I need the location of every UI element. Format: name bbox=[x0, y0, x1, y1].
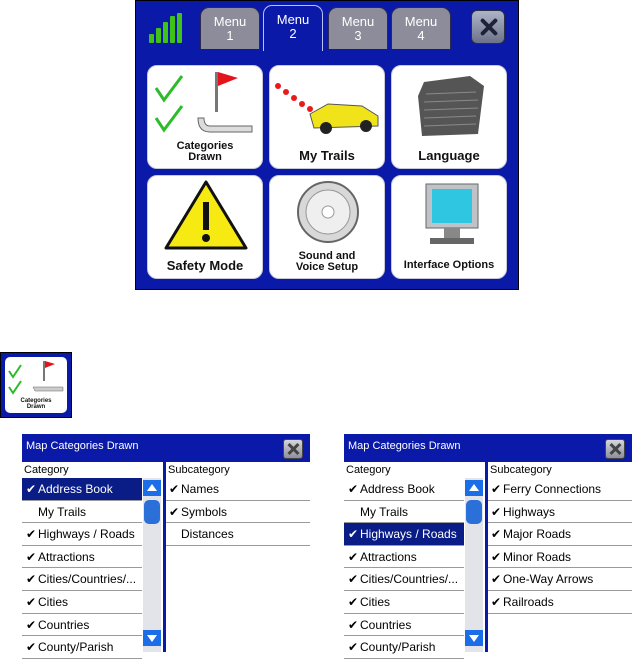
list-item[interactable]: My Trails bbox=[344, 501, 464, 524]
scroll-up-button[interactable] bbox=[465, 480, 483, 496]
dialog-close-button[interactable] bbox=[605, 439, 625, 459]
list-item[interactable]: ✔ Cities/Countries/... bbox=[344, 568, 464, 591]
tab-menu-1[interactable]: Menu 1 bbox=[200, 7, 260, 49]
list-item[interactable]: ✔ Major Roads bbox=[488, 523, 632, 546]
list-item[interactable]: ✔ Attractions bbox=[344, 546, 464, 569]
dialog-close-button[interactable] bbox=[283, 439, 303, 459]
map-categories-dialog-1 bbox=[22, 434, 310, 655]
main-menu-screen bbox=[135, 0, 519, 290]
subcategory-list bbox=[166, 462, 310, 652]
car-trail-icon bbox=[270, 66, 385, 146]
safety-mode-button[interactable] bbox=[147, 175, 263, 279]
dialog-title: Map Categories Drawn bbox=[348, 440, 461, 452]
language-button[interactable] bbox=[391, 65, 507, 169]
list-item[interactable]: ✔ Symbols bbox=[166, 501, 310, 524]
tab-menu-2[interactable]: Menu 2 bbox=[263, 5, 323, 51]
category-header: Category bbox=[346, 464, 391, 476]
interface-options-button[interactable] bbox=[391, 175, 507, 279]
list-item[interactable]: ✔ Attractions bbox=[22, 546, 142, 569]
list-item[interactable]: ✔ Minor Roads bbox=[488, 546, 632, 569]
list-item[interactable]: ✔ Cities bbox=[22, 591, 142, 614]
sound-voice-setup-button[interactable] bbox=[269, 175, 385, 279]
category-list bbox=[22, 462, 163, 655]
small-icon-label: Categories Drawn bbox=[20, 398, 52, 410]
close-button[interactable] bbox=[471, 10, 505, 44]
list-item[interactable]: ✔ Railroads bbox=[488, 591, 632, 614]
map-categories-dialog-2 bbox=[344, 434, 632, 655]
speaker-icon bbox=[270, 176, 385, 256]
subcategory-list bbox=[488, 462, 632, 652]
list-item[interactable]: ✔ Address Book bbox=[344, 478, 464, 501]
subcategory-header: Subcategory bbox=[490, 464, 552, 476]
tab-menu-4[interactable]: Menu 4 bbox=[391, 7, 451, 49]
list-item[interactable]: ✔ Names bbox=[166, 478, 310, 501]
tab-menu-3[interactable]: Menu 3 bbox=[328, 7, 388, 49]
tile-label: Language bbox=[418, 148, 480, 163]
list-item[interactable]: ✔ Cities/Countries/... bbox=[22, 568, 142, 591]
warning-sign-icon bbox=[148, 176, 263, 256]
tile-label: Interface Options bbox=[403, 259, 495, 271]
list-item[interactable]: ✔ Ferry Connections bbox=[488, 478, 632, 501]
list-item[interactable]: Distances bbox=[166, 523, 310, 546]
tile-label: Safety Mode bbox=[166, 258, 244, 273]
tile-label: Sound and Voice Setup bbox=[295, 250, 359, 273]
list-item[interactable]: ✔ Cities bbox=[344, 591, 464, 614]
list-item[interactable]: ✔ Highways / Roads bbox=[22, 523, 142, 546]
rosetta-stone-icon bbox=[392, 66, 507, 146]
monitor-icon bbox=[392, 176, 507, 256]
list-item[interactable]: ✔ Countries bbox=[22, 614, 142, 637]
list-item[interactable]: ✔ Address Book bbox=[22, 478, 142, 501]
scrollbar[interactable] bbox=[465, 478, 483, 652]
scroll-down-button[interactable] bbox=[143, 630, 161, 646]
category-list bbox=[344, 462, 485, 655]
signal-strength-icon bbox=[149, 13, 185, 43]
categories-check-flag-icon bbox=[148, 66, 263, 146]
list-item[interactable]: ✔ Countries bbox=[344, 614, 464, 637]
list-item[interactable]: ✔ County/Parish bbox=[22, 636, 142, 659]
categories-check-flag-icon bbox=[5, 357, 69, 397]
scroll-down-button[interactable] bbox=[465, 630, 483, 646]
category-header: Category bbox=[24, 464, 69, 476]
list-item[interactable]: My Trails bbox=[22, 501, 142, 524]
tile-label: My Trails bbox=[299, 148, 355, 163]
categories-drawn-small-button[interactable] bbox=[0, 352, 72, 418]
categories-drawn-button[interactable] bbox=[147, 65, 263, 169]
dialog-title: Map Categories Drawn bbox=[26, 440, 139, 452]
scroll-thumb[interactable] bbox=[144, 500, 160, 524]
my-trails-button[interactable] bbox=[269, 65, 385, 169]
list-item[interactable]: ✔ Highways bbox=[488, 501, 632, 524]
scroll-up-button[interactable] bbox=[143, 480, 161, 496]
list-item[interactable]: ✔ County/Parish bbox=[344, 636, 464, 659]
scrollbar[interactable] bbox=[143, 478, 161, 652]
list-item[interactable]: ✔ Highways / Roads bbox=[344, 523, 464, 546]
subcategory-header: Subcategory bbox=[168, 464, 230, 476]
list-item[interactable]: ✔ One-Way Arrows bbox=[488, 568, 632, 591]
scroll-thumb[interactable] bbox=[466, 500, 482, 524]
tile-label: Categories Drawn bbox=[176, 140, 234, 163]
